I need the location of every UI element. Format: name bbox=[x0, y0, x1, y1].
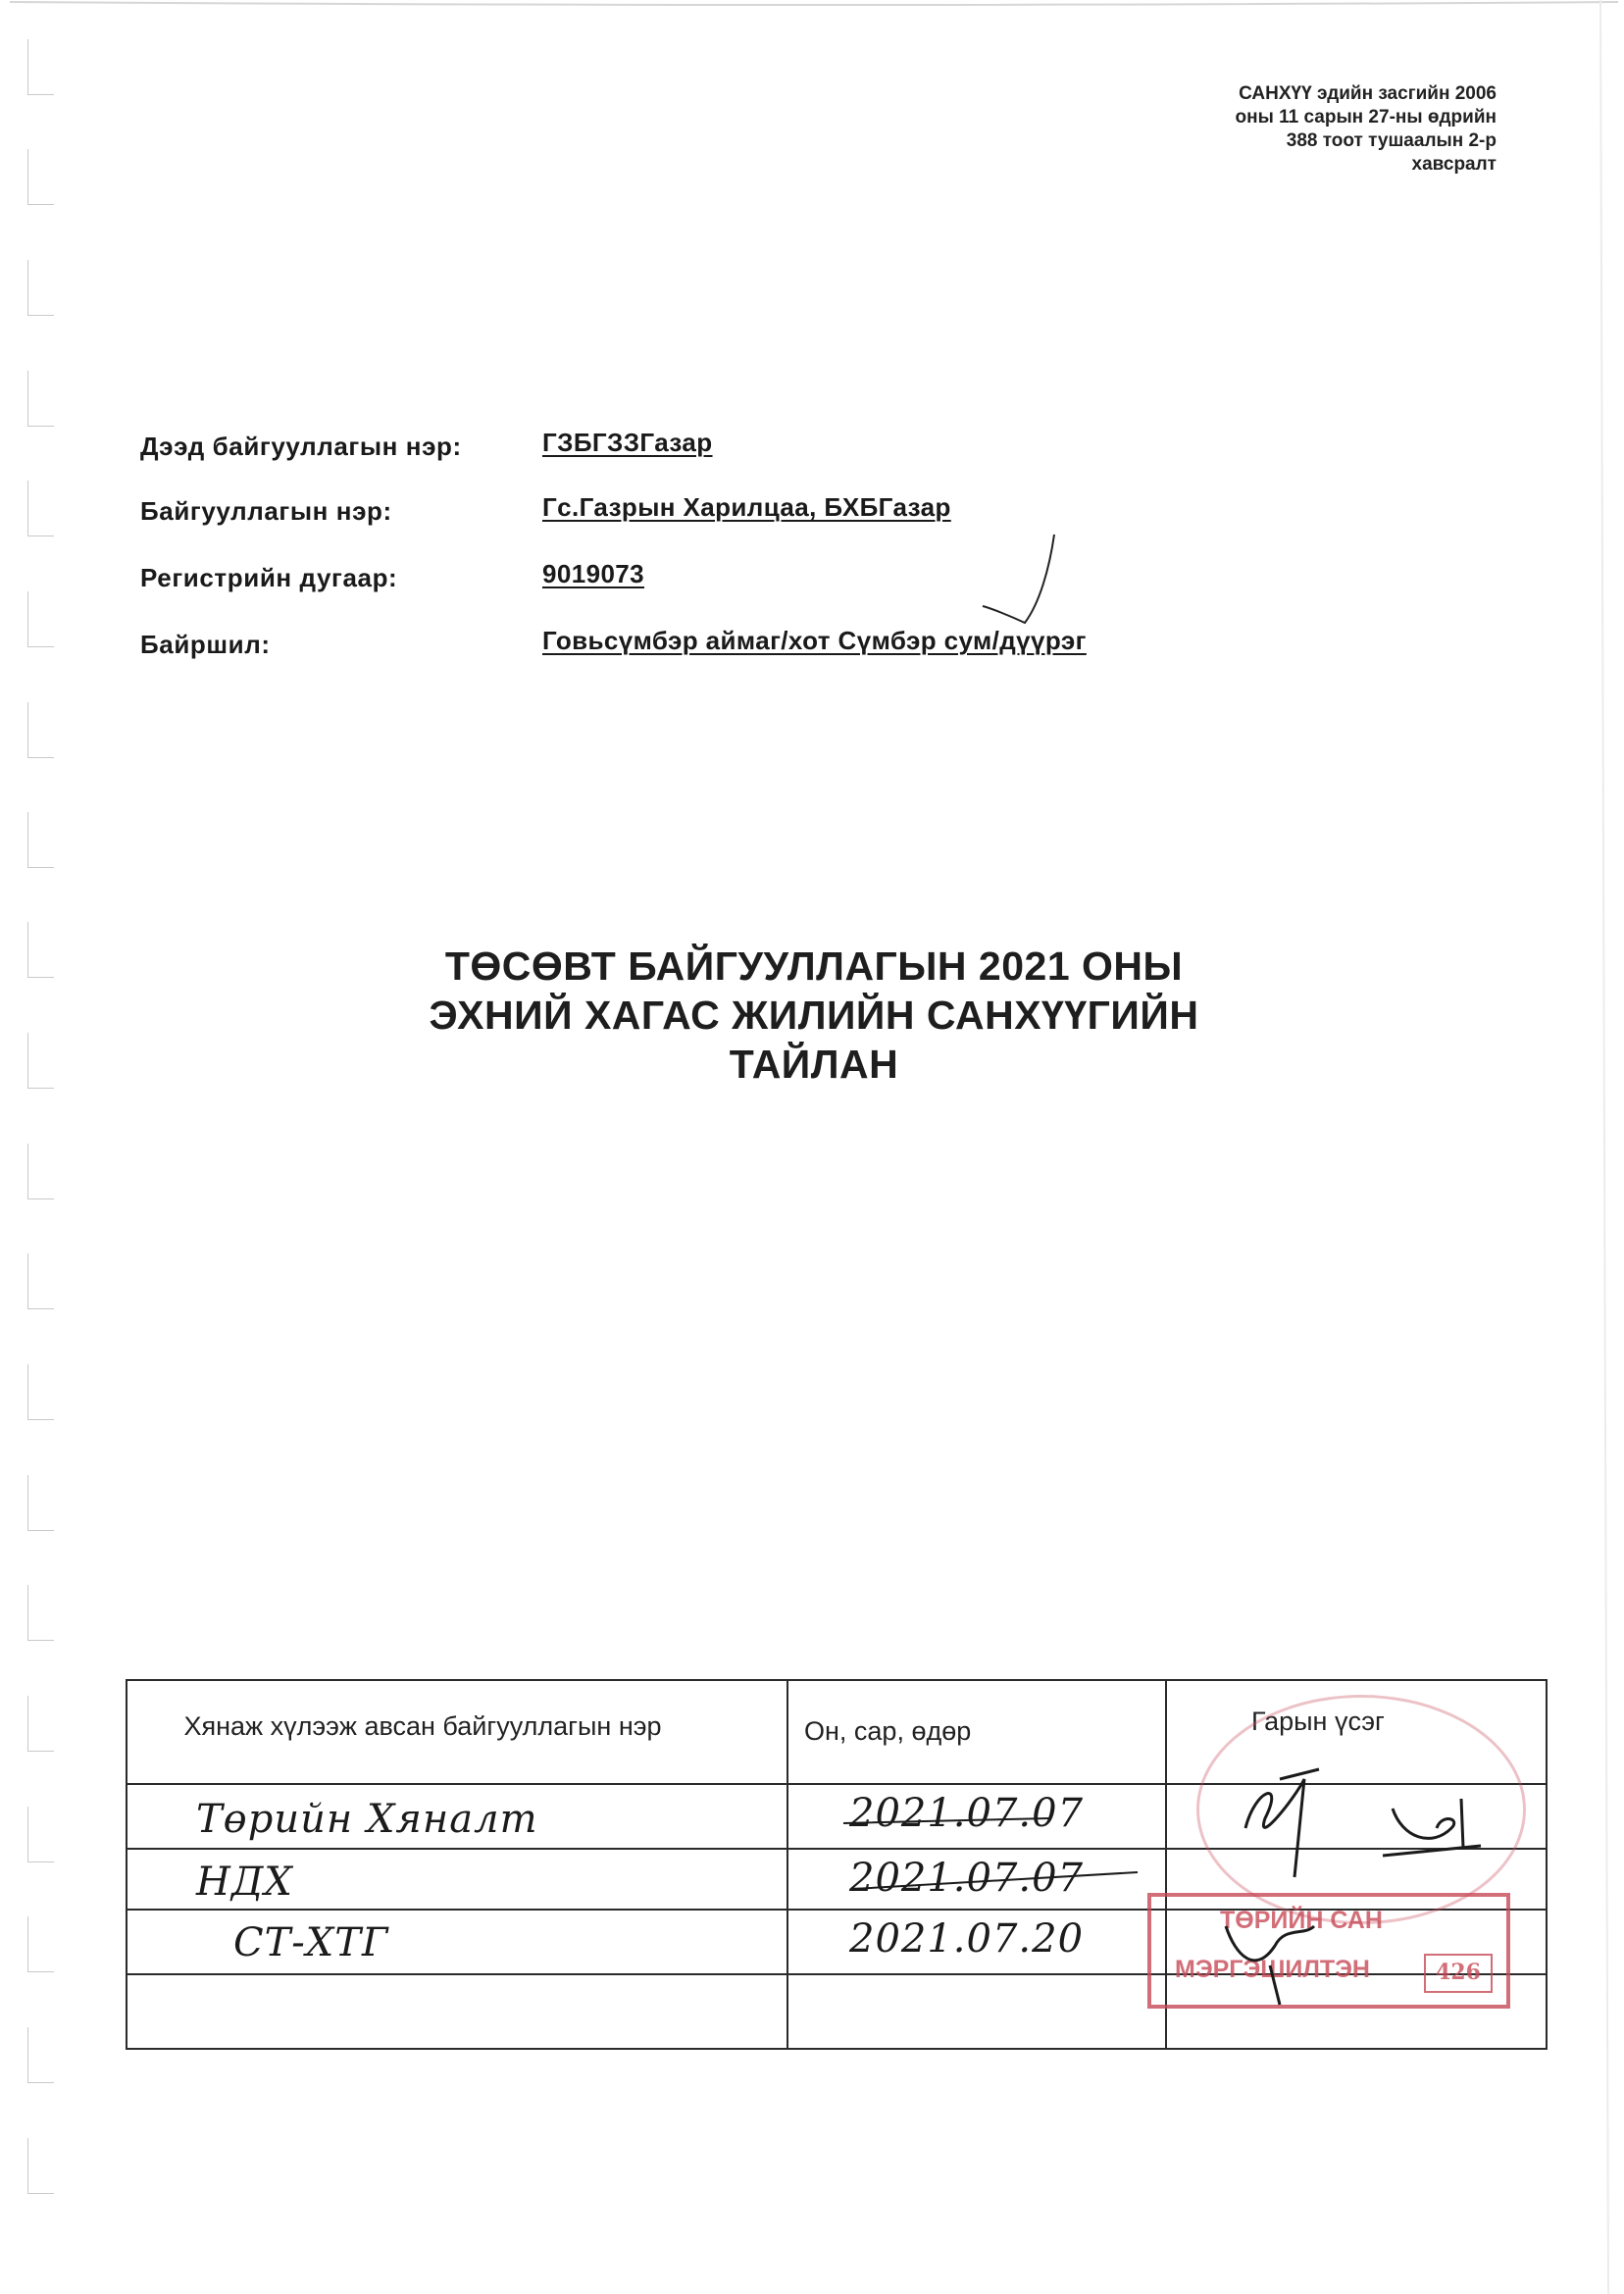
check-mark-stroke bbox=[971, 530, 1079, 637]
binding-margin-marks bbox=[27, 39, 67, 2256]
org-name-label: Байгууллагын нэр: bbox=[140, 496, 392, 526]
location-value: Говьсүмбэр аймаг/хот Сүмбэр сум/дүүрэг bbox=[542, 626, 1087, 655]
signature-1 bbox=[1245, 1769, 1319, 1877]
register-no-value: 9019073 bbox=[542, 559, 645, 588]
register-no-row bbox=[140, 559, 1268, 602]
row-1-date: 2021.07.07 bbox=[849, 1791, 1085, 1836]
signature-3 bbox=[1226, 1926, 1314, 2005]
stamp-number: 426 bbox=[1424, 1954, 1493, 1993]
row-3-org: СТ-ХТГ bbox=[233, 1920, 389, 1965]
org-name-row bbox=[140, 492, 1268, 535]
org-name-value: Гс.Газрын Харилцаа, БХБГазар bbox=[542, 492, 951, 522]
signature-2 bbox=[1383, 1799, 1481, 1856]
row-3-date: 2021.07.20 bbox=[849, 1916, 1085, 1962]
handwritten-signatures bbox=[127, 1681, 1549, 2052]
row-1-org: Төрийн Хяналт bbox=[196, 1797, 538, 1842]
annex-line: оны 11 сарын 27-ны өдрийн bbox=[1235, 107, 1497, 127]
report-title bbox=[294, 942, 1334, 1089]
report-title-line: ТАЙЛАН bbox=[729, 1042, 899, 1087]
annex-line: хавсралт bbox=[1411, 154, 1497, 175]
date-underlines bbox=[843, 1818, 1138, 1889]
header-signature: Гарын үсэг bbox=[1251, 1707, 1385, 1736]
stamp-line-1: ТӨРИЙН САН bbox=[1220, 1907, 1383, 1934]
header-date: Он, сар, өдөр bbox=[804, 1716, 972, 1746]
stamp-line-2: МЭРГЭШИЛТЭН bbox=[1175, 1956, 1370, 1983]
parent-org-row bbox=[140, 428, 1268, 471]
register-no-label: Регистрийн дугаар: bbox=[140, 563, 398, 592]
header-org: Хянаж хүлээж авсан байгууллагын нэр bbox=[183, 1711, 662, 1741]
annex-reference bbox=[1143, 82, 1497, 177]
annex-line: САНХҮҮ эдийн засгийн 2006 bbox=[1239, 83, 1497, 104]
report-title-line: ЭХНИЙ ХАГАС ЖИЛИЙН САНХҮҮГИЙН bbox=[429, 993, 1199, 1038]
location-label: Байршил: bbox=[140, 630, 271, 659]
review-table bbox=[126, 1679, 1548, 2050]
location-row bbox=[140, 626, 1268, 669]
annex-line: 388 тоот тушаалын 2-р bbox=[1286, 130, 1497, 151]
report-title-line: ТӨСӨВТ БАЙГУУЛЛАГЫН 2021 ОНЫ bbox=[444, 943, 1184, 989]
row-2-org: НДХ bbox=[196, 1860, 293, 1905]
parent-org-value: ГЗБГЗЗГазар bbox=[542, 428, 713, 457]
parent-org-label: Дээд байгууллагын нэр: bbox=[140, 432, 462, 461]
row-2-date: 2021.07.07 bbox=[849, 1856, 1085, 1901]
